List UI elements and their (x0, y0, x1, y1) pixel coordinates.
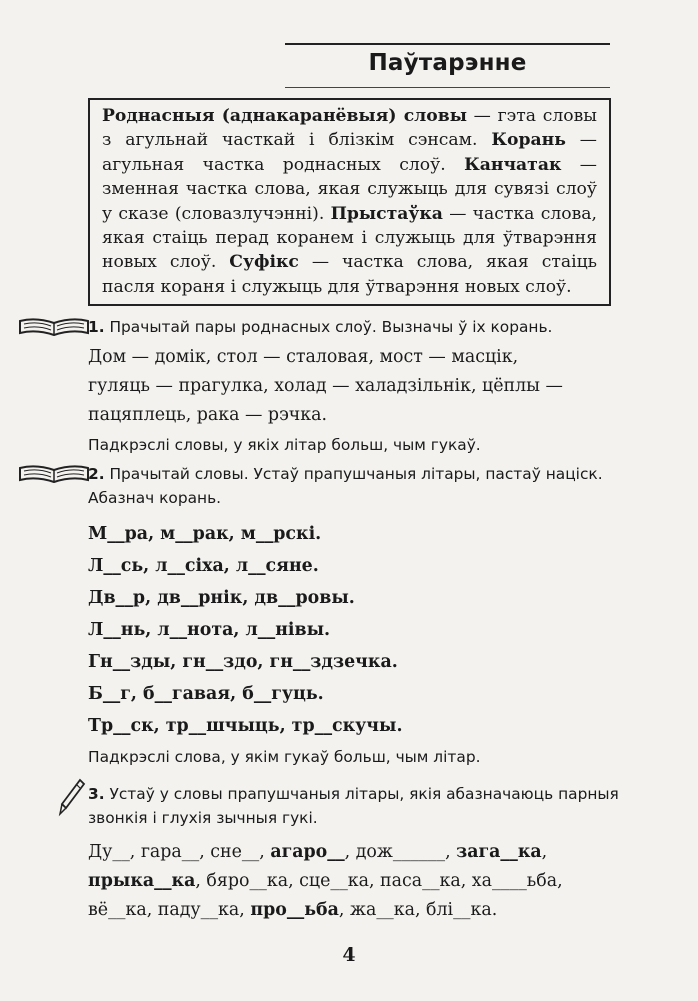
title-top-rule (285, 43, 610, 45)
task-2-line: М__ра, м__рак, м__рскі. (88, 524, 322, 544)
task-3 (18, 782, 648, 925)
task-2-line: Б__г, б__гавая, б__гуць. (88, 684, 324, 704)
task-3-line: Ду__, гара__, сне__, агаро__, дож______, зага__ка, (88, 842, 548, 862)
grammar-rule-box: Роднасныя (аднакаранёвыя) словы — гэта словы з агульнай часткай і блізкім сэнсам. Корань — агульная частка роднасных слоў. Канчатак — зменная частка слова, якая служыць для сувязі слоў у сказе (словазлучэнні). Прыстаўка — частка слова, якая стаіць перад коранем і служыць для ўтварэння новых слоў. Суфікс — частка слова, якая стаіць пасля кораня і служыць для ўтварэння новых слоў. (88, 98, 611, 306)
term-cognates: Роднасныя (аднакаранёвыя) словы (102, 106, 467, 126)
task-2-line: Тр__ск, тр__шчыць, тр__скучы. (88, 716, 403, 736)
task-2-note: Падкрэслі слова, у якім гукаў больш, чым літар. (88, 748, 481, 766)
open-book-icon (18, 462, 90, 484)
task-3-instruction: 3. Устаў у словы прапушчаныя літары, якія абазначаюць парныя звонкія і глухія зычныя гукі. (18, 782, 648, 830)
task-1-line: гуляць — прагулка, холад — халадзільнік, цёплы — (88, 376, 563, 396)
term-prefix: Прыстаўка (330, 203, 443, 224)
task-1 (18, 315, 648, 458)
task-2-line: Гн__зды, гн__здо, гн__здзечка. (88, 652, 398, 672)
pen-icon (58, 778, 86, 818)
page-title: Паўтарэнне (368, 50, 527, 76)
task-1-note: Падкрэслі словы, у якіх літар больш, чым гукаў. (88, 436, 481, 454)
term-root: Корань (491, 130, 566, 151)
task-2 (18, 462, 648, 772)
open-book-icon (18, 315, 90, 337)
term-suffix: Суфікс (229, 252, 299, 273)
term-ending: Канчатак (464, 154, 562, 175)
task-3-line: прыка__ка, бяро__ка, сце__ка, паса__ка, ха____ьба, (88, 871, 563, 891)
page-number: 4 (342, 944, 356, 966)
task-1-line: пацяплець, рака — рэчка. (88, 405, 328, 425)
task-1-instruction: 1. Прачытай пары роднасных слоў. Вызначы ў іх корань. (18, 315, 648, 339)
task-3-line: вё__ка, паду__ка, про__ьба, жа__ка, блі__ка. (88, 900, 498, 920)
title-bottom-rule (285, 87, 610, 88)
task-2-line: Дв__р, дв__рнік, дв__ровы. (88, 588, 355, 608)
task-2-line: Л__сь, л__сіха, л__сяне. (88, 556, 319, 576)
task-2-line: Л__нь, л__нота, л__нівы. (88, 620, 331, 640)
task-1-line: Дом — домік, стол — сталовая, мост — масцік, (88, 347, 519, 367)
task-2-instruction: 2. Прачытай словы. Устаў прапушчаныя літары, пастаў націск. Абазнач корань. (18, 462, 648, 510)
